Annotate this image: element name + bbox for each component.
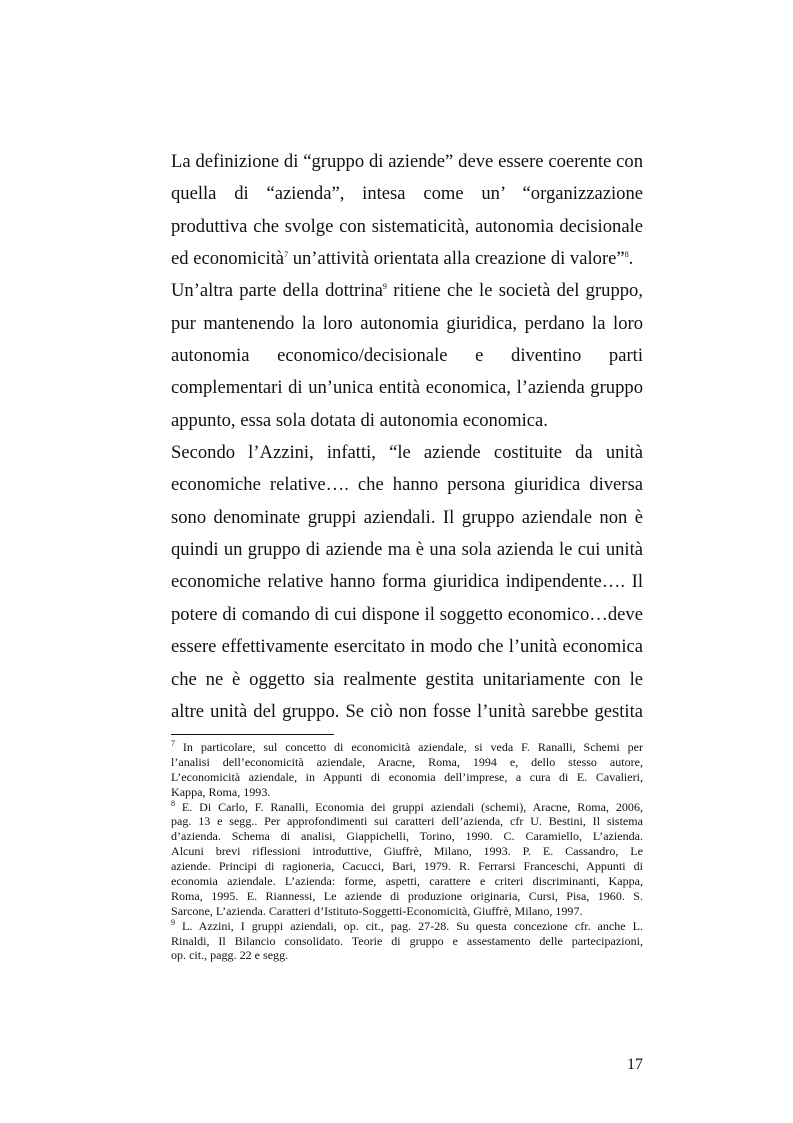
footnote-line	[171, 829, 643, 844]
text-run: Roma, 1995. E. Riannessi, Le aziende di produzione originaria, Cursi, Pisa, 1960. S.	[171, 888, 643, 903]
text-run: Alcuni brevi riflessioni introduttive, Giuffrè, Milano, 1993. P. E. Cassandro, Le	[171, 844, 643, 859]
footnote-line	[171, 770, 643, 785]
text-run: d’azienda. Schema di analisi, Giappichelli, Torino, 1990. C. Caramiello, L’azienda.	[171, 829, 643, 844]
footnote-line	[171, 844, 643, 859]
text-run: che ne è oggetto sia realmente gestita unitariamente con le	[171, 668, 643, 690]
text-run: produttiva che svolge con sistematicità, autonomia decisionale	[171, 215, 643, 237]
body-line	[171, 696, 643, 728]
footnote-line	[171, 814, 643, 829]
text-run: L’economicità aziendale, in Appunti di economia dell’imprese, a cura di E. Cavalieri,	[171, 769, 643, 784]
text-run: aziende. Principi di ragioneria, Cacucci, Bari, 1979. R. Ferrarsi Franceschi, Appunti di	[171, 859, 643, 874]
text-run: L. Azzini, I gruppi aziendali, op. cit., pag. 27-28. Su questa concezione cfr. anche L.	[175, 918, 643, 933]
text-run: complementari di un’unica entità economica, l’azienda gruppo	[171, 377, 643, 399]
footnote-line	[171, 889, 643, 904]
footnote-line	[171, 874, 643, 889]
text-run: pur mantenendo la loro autonomia giuridica, perdano la loro	[171, 312, 643, 334]
footnote-line	[171, 934, 643, 949]
text-run: op. cit., pagg. 22 e segg.	[171, 948, 289, 963]
text-run: ritiene che le società del gruppo,	[386, 280, 643, 302]
footnote-reference: 7	[171, 738, 175, 748]
footnote-line	[171, 948, 643, 963]
body-line	[171, 534, 643, 566]
text-run: altre unità del gruppo. Se ciò non fosse l’unità sarebbe gestita	[171, 700, 643, 722]
body-line	[171, 211, 643, 243]
text-run: E. Di Carlo, F. Ranalli, Economia dei gruppi aziendali (schemi), Aracne, Roma, 2006,	[175, 799, 643, 814]
body-line	[171, 631, 643, 663]
footnote-line	[171, 800, 643, 815]
text-run: quella di “azienda”, intesa come un’ “organizzazione	[171, 183, 643, 205]
body-line	[171, 178, 643, 210]
footnote-reference: 9	[382, 282, 387, 292]
text-run: un’attività orientata alla creazione di valore”	[288, 248, 625, 270]
footnote-line	[171, 919, 643, 934]
body-line	[171, 405, 643, 437]
footnote-reference: 7	[284, 249, 289, 259]
text-run: essere effettivamente esercitato in modo che l’unità economica	[171, 636, 643, 658]
text-run: Sarcone, L’azienda. Caratteri d’Istituto-Soggetti-Economicità, Giuffrè, Milano, 1997.	[171, 903, 583, 918]
footnote-line	[171, 755, 643, 770]
body-line	[171, 340, 643, 372]
body-line	[171, 469, 643, 501]
body-line	[171, 566, 643, 598]
footnote-line	[171, 904, 643, 919]
text-run: Secondo l’Azzini, infatti, “le aziende costituite da unità	[171, 442, 643, 464]
footnote-line	[171, 859, 643, 874]
text-run: .	[628, 248, 634, 270]
text-run: La definizione di “gruppo di aziende” deve essere coerente con	[171, 151, 643, 172]
body-line	[171, 437, 643, 469]
text-run: economiche relative…. che hanno persona giuridica diversa	[171, 474, 643, 496]
text-run: appunto, essa sola dotata di autonomia economica.	[171, 409, 548, 431]
footnote-reference: 9	[171, 917, 175, 927]
body-line	[171, 146, 643, 178]
text-run: In particolare, sul concetto di economicità aziendale, si veda F. Ranalli, Schemi per	[175, 740, 643, 754]
footnote-reference: 8	[171, 798, 175, 808]
body-line	[171, 599, 643, 631]
footnote-line	[171, 785, 643, 800]
text-run: economiche relative hanno forma giuridica indipendente…. Il	[171, 571, 643, 593]
text-run: ed economicità	[171, 248, 285, 270]
text-run: autonomia economico/decisionale e diventino parti	[171, 345, 643, 367]
text-run: Kappa, Roma, 1993.	[171, 784, 271, 799]
text-run: quindi un gruppo di aziende ma è una sola azienda le cui unità	[171, 539, 643, 561]
footnote-line	[171, 740, 643, 755]
body-line	[171, 243, 643, 275]
body-line	[171, 502, 643, 534]
footnote-separator	[171, 734, 334, 735]
text-run: economia aziendale. L’azienda: forme, aspetti, carattere e criteri discriminanti, Kappa,	[171, 874, 643, 889]
text-run: Un’altra parte della dottrina	[171, 280, 383, 302]
text-run: potere di comando di cui dispone il soggetto economico…deve	[171, 603, 643, 625]
text-run: l’analisi dell’economicità aziendale, Aracne, Roma, 1994 e, dello stesso autore,	[171, 754, 643, 769]
text-run: sono denominate gruppi aziendali. Il gruppo aziendale non è	[171, 506, 643, 528]
text-run: Rinaldi, Il Bilancio consolidato. Teorie di gruppo e assestamento delle partecipazioni,	[171, 933, 643, 948]
footnote-reference: 8	[624, 249, 629, 259]
body-line	[171, 308, 643, 340]
page-number: 17	[627, 1056, 643, 1073]
text-run: pag. 13 e segg.. Per approfondimenti sui caratteri dell’azienda, cfr U. Bestini, Il sistema	[171, 814, 643, 829]
body-line	[171, 372, 643, 404]
footnotes	[171, 740, 643, 963]
body-line	[171, 275, 643, 307]
body-text	[171, 146, 643, 728]
body-line	[171, 664, 643, 696]
